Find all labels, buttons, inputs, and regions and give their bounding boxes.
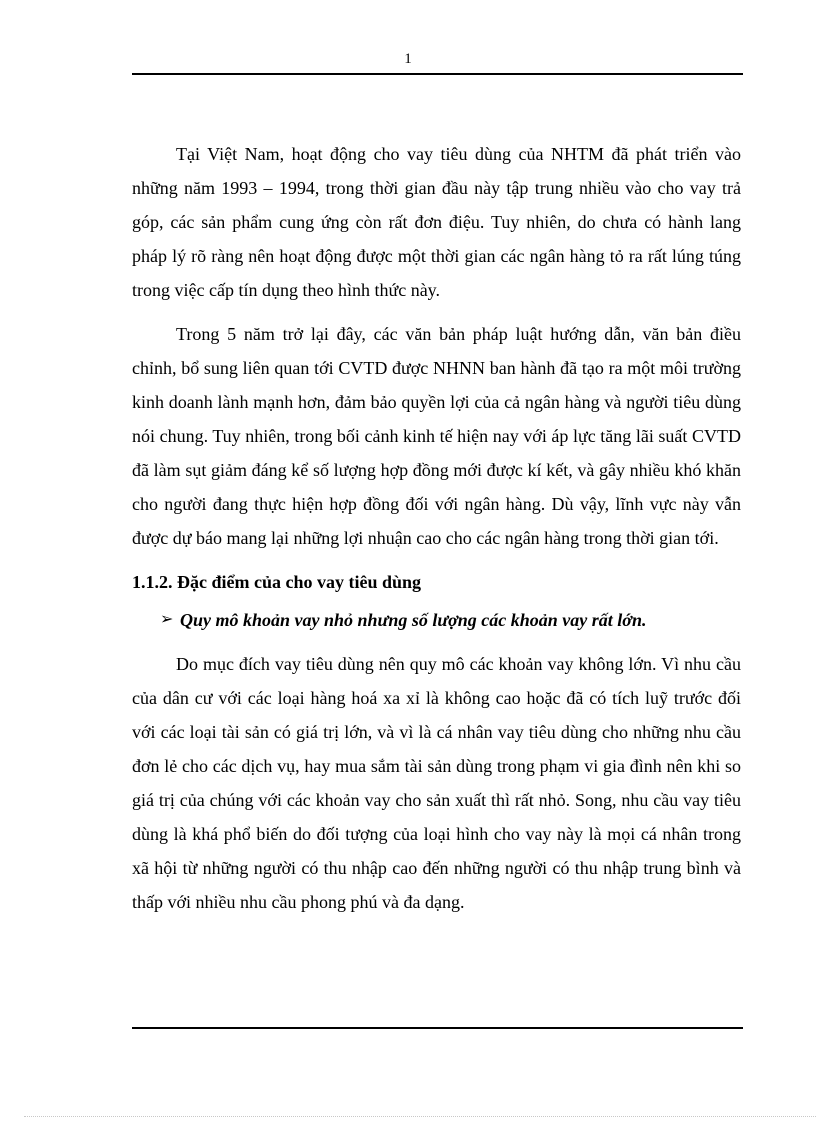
footer-rule — [132, 1027, 743, 1029]
paragraph-loan-scale: Do mục đích vay tiêu dùng nên quy mô các khoản vay không lớn. Vì nhu cầu của dân cư với các loại hàng hoá xa xỉ là không cao hoặc đã có tích luỹ trước đối với các loại tài sản có giá trị lớn, và vì là cá nhân vay tiêu dùng cho những nhu cầu đơn lẻ cho các dịch vụ, hay mua sắm tài sản dùng trong phạm vi gia đình nên khi so giá trị của chúng với các khoản vay cho sản xuất thì rất nhỏ. Song, nhu cầu vay tiêu dùng là khá phổ biến do đối tượng của loại hình cho vay này là mọi cá nhân trong xã hội từ những người có thu nhập cao đến những người có thu nhập trung bình và thấp với nhiều nhu cầu phong phú và đa dạng. — [132, 654, 741, 912]
paragraph-vietnam-history: Tại Việt Nam, hoạt động cho vay tiêu dùng của NHTM đã phát triển vào những năm 1993 – 1994, trong thời gian đầu này tập trung nhiều vào cho vay trả góp, các sản phẩm cung ứng còn rất đơn điệu. Tuy nhiên, do chưa có hành lang pháp lý rõ ràng nên hoạt động được một thời gian các ngân hàng tỏ ra rất lúng túng trong việc cấp tín dụng theo hình thức này. — [132, 144, 741, 300]
header-rule — [132, 73, 743, 75]
section-heading: 1.1.2. Đặc điểm của cho vay tiêu dùng — [132, 572, 422, 592]
arrow-bullet-icon: ➢ — [160, 611, 174, 628]
page-edge-divider — [24, 1116, 816, 1117]
bullet-item — [132, 603, 741, 637]
paragraph-recent-regulations: Trong 5 năm trở lại đây, các văn bản pháp luật hướng dẫn, văn bản điều chỉnh, bổ sung liên quan tới CVTD được NHNN ban hành đã tạo ra một môi trường kinh doanh lành mạnh hơn, đảm bảo quyền lợi của cả ngân hàng và người tiêu dùng nói chung. Tuy nhiên, trong bối cảnh kinh tế hiện nay với áp lực tăng lãi suất CVTD đã làm sụt giảm đáng kể số lượng hợp đồng mới được kí kết, và gây nhiều khó khăn cho người đang thực hiện hợp đồng đối với ngân hàng. Dù vậy, lĩnh vực này vẫn được dự báo mang lại những lợi nhuận cao cho các ngân hàng trong thời gian tới. — [132, 324, 741, 548]
document-body — [132, 137, 741, 919]
bullet-text: Quy mô khoản vay nhỏ nhưng số lượng các khoản vay rất lớn. — [180, 610, 647, 630]
page-number: 1 — [404, 51, 412, 67]
